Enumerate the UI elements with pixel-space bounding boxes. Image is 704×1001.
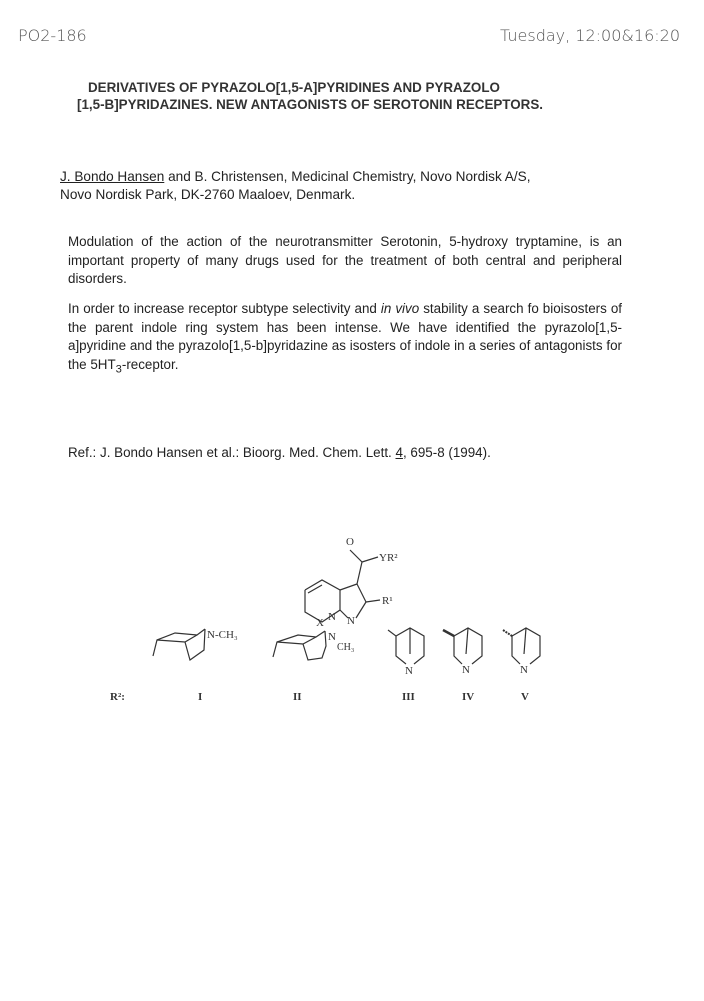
title-line-1: DERIVATIVES OF PYRAZOLO[1,5-A]PYRIDINES AND PYRAZOLO (88, 80, 500, 95)
paragraph-1: Modulation of the action of the neurotransmitter Serotonin, 5-hydroxy tryptamine, is an important property of many drugs used for the treatment of both central and peripheral disorders. (68, 234, 622, 286)
chemical-structures (0, 530, 704, 720)
ref-volume: 4 (395, 445, 403, 460)
label-iii: III (402, 691, 415, 703)
lead-author: J. Bondo Hansen (60, 169, 165, 184)
label-i: I (198, 691, 203, 703)
p2-sub: 3 (115, 363, 122, 376)
atom-n: N (520, 664, 528, 676)
authors-address: Novo Nordisk Park, DK-2760 Maaloev, Denmark. (60, 187, 356, 202)
atom-x: X (316, 617, 324, 629)
n-methyl: N-CH₃ (207, 629, 238, 641)
substituent-iii (388, 628, 424, 677)
label-ii: II (293, 691, 302, 703)
atom-n: N (347, 615, 355, 627)
atom-n: N (328, 631, 336, 643)
title-line-2: [1,5-B]PYRIDAZINES. NEW ANTAGONISTS OF SEROTONIN RECEPTORS. (77, 97, 543, 112)
atom-n: N (462, 664, 470, 676)
authors (60, 168, 620, 204)
session-time: Tuesday, 12:00&16:20 (500, 26, 680, 45)
label-iv: IV (462, 691, 475, 703)
p2-text: -receptor. (121, 356, 179, 372)
label-r2: R²: (110, 691, 125, 703)
label-v: V (521, 691, 529, 703)
ref-pages: , 695-8 (1994). (402, 445, 491, 460)
atom-n: N (328, 611, 336, 623)
p2-italic: in vivo (380, 301, 420, 316)
p2-text: In order to increase receptor subtype selectivity and (68, 301, 381, 316)
methyl: CH₃ (337, 642, 355, 653)
authors-affiliation: and B. Christensen, Medicinal Chemistry, Novo Nordisk A/S, (164, 169, 531, 184)
substituent-i (153, 629, 238, 660)
document-title (77, 79, 543, 113)
atom-n: N (405, 665, 413, 677)
poster-code: PO2-186 (18, 26, 87, 45)
atom-o: O (346, 536, 354, 548)
substituent-ii (273, 631, 354, 660)
substituent-iv (443, 628, 482, 676)
group-yr2: YR² (379, 552, 398, 564)
reference (68, 445, 491, 460)
ref-text: Ref.: J. Bondo Hansen et al.: Bioorg. Med. Chem. Lett. (68, 445, 396, 460)
core-structure (305, 536, 398, 629)
substituent-v (503, 628, 540, 676)
p2-text: stability a search fo bioisosters of the parent indole ring system has been intense. We have identified the pyrazolo[1,5-a]pyridine and the pyrazolo[1,5-b]pyridazine as isosters of indole in a series of antagonists for the 5HT (68, 301, 622, 372)
paragraph-2 (68, 300, 622, 379)
group-r1: R¹ (382, 595, 393, 607)
